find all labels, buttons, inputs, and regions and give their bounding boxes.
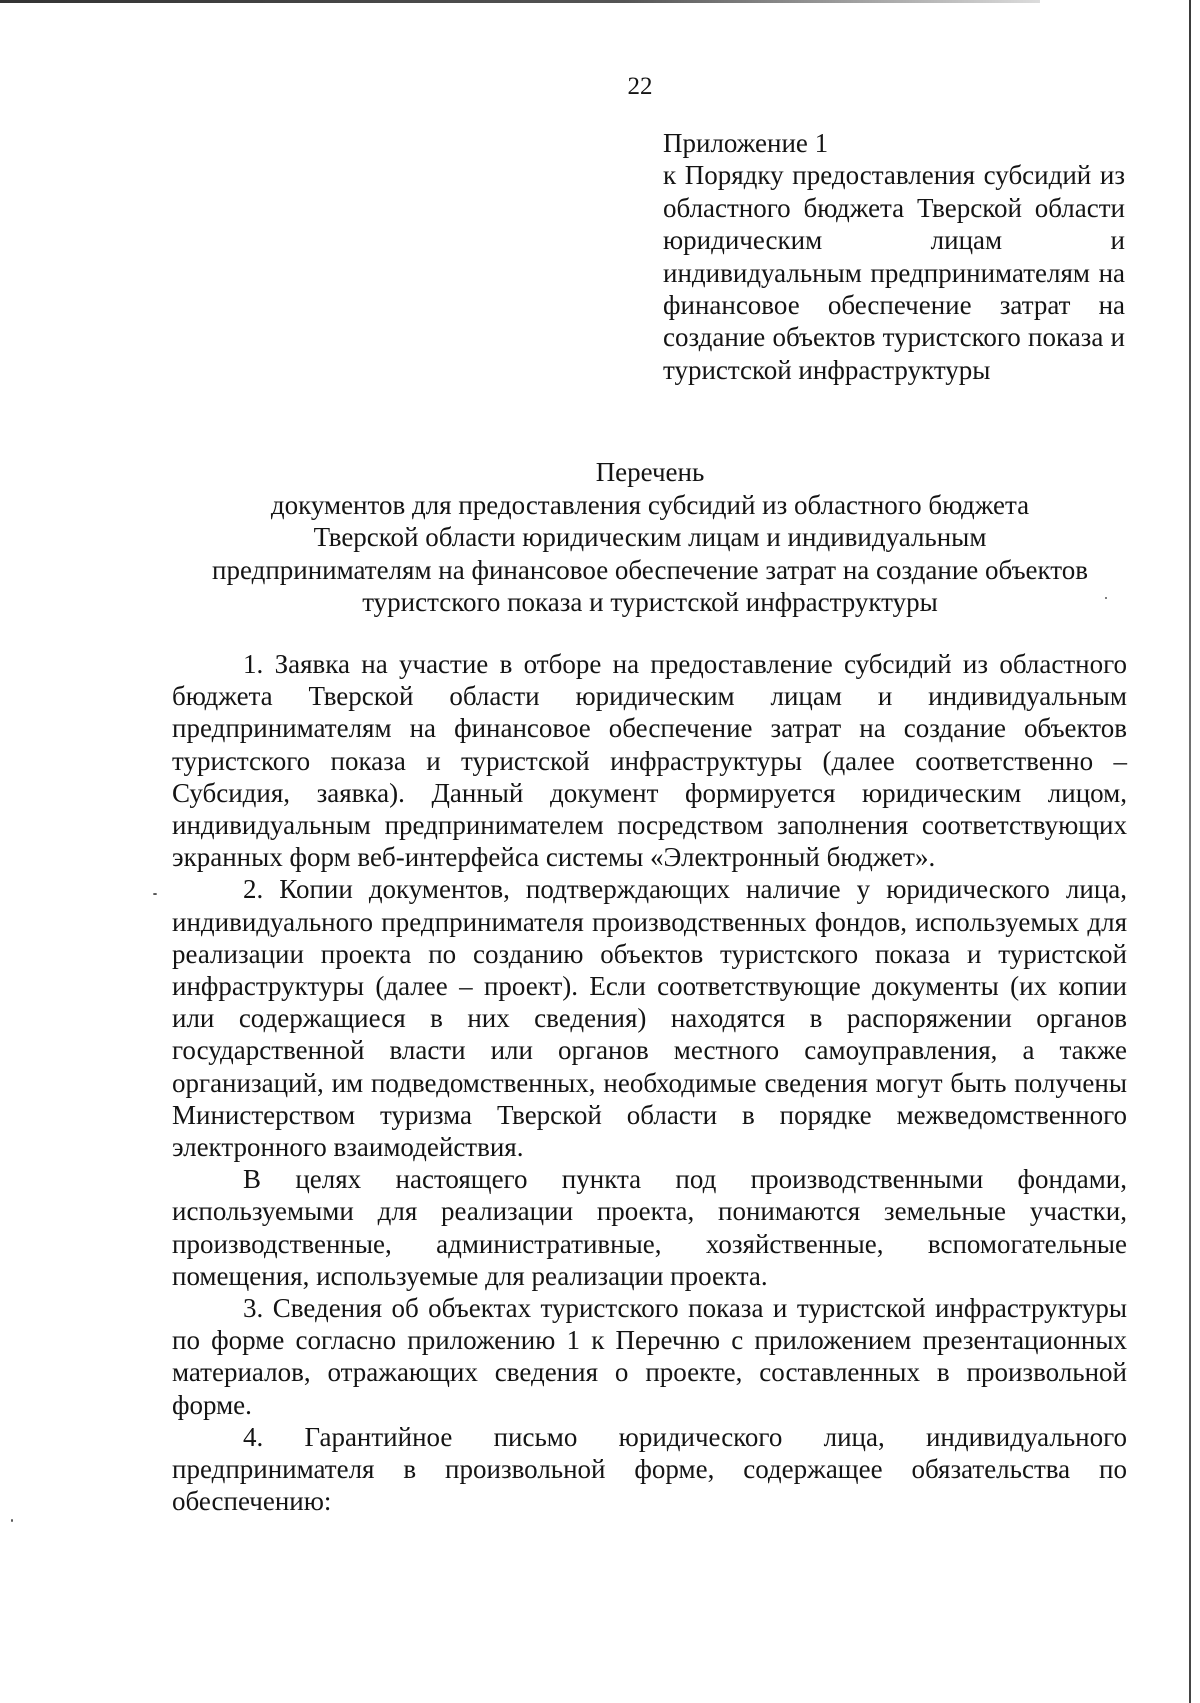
scan-right-edge [1189, 0, 1191, 1703]
list-subtitle-line: туристского показа и туристской инфраструктуры [362, 587, 938, 617]
paragraph-item-1: 1. Заявка на участие в отборе на предоставление субсидий из областного бюджета Тверской области юридическим лицам и индивидуальным предпринимателям на финансовое обеспечение затрат на создание объектов туристского показа и туристской инфраструктуры (далее соответственно – Субсидия, заявка). Данный документ формируется юридическим лицом, индивидуальным предпринимателем посредством заполнения соответствующих экранных форм веб-интерфейса системы «Электронный бюджет». [172, 649, 1127, 873]
scan-speck [153, 893, 157, 895]
list-subtitle-line: Тверской области юридическим лицам и индивидуальным [313, 522, 987, 552]
scan-top-edge [0, 0, 1040, 3]
document-body [172, 648, 1127, 1517]
appendix-block [663, 127, 1125, 386]
list-subtitle-line: документов для предоставления субсидий из областного бюджета [270, 489, 1030, 520]
appendix-title: Приложение 1 [663, 128, 829, 158]
paragraph-item-2: 2. Копии документов, подтверждающих наличие у юридического лица, индивидуального предпринимателя производственных фондов, используемых для реализации проекта по созданию объектов туристского показа и туристской инфраструктуры (далее – проект). Если соответствующие документы (их копии или содержащиеся в них сведения) находятся в распоряжении органов государственной власти или органов местного самоуправления, а также организаций, им подведомственных, необходимые сведения могут быть получены Министерством туризма Тверской области в порядке межведомственного электронного взаимодействия. [172, 874, 1127, 1163]
document-list-title [160, 456, 1140, 619]
page-number: 22 [627, 73, 653, 100]
paragraph-item-2-note: В целях настоящего пункта под производственными фондами, используемыми для реализации проекта, понимаются земельные участки, производственные, административные, хозяйственные, вспомогательные помещения, используемые для реализации проекта. [172, 1164, 1127, 1291]
list-subtitle-line: предпринимателям на финансовое обеспечение затрат на создание объектов [212, 554, 1088, 585]
scan-speck [11, 1519, 13, 1522]
appendix-body: к Порядку предоставления субсидий из областного бюджета Тверской области юридическим лицам и индивидуальным предпринимателям на финансовое обеспечение затрат на создание объектов туристского показа и туристской инфраструктуры [663, 160, 1125, 385]
list-heading: Перечень [595, 457, 705, 487]
paragraph-item-4: 4. Гарантийное письмо юридического лица, индивидуального предпринимателя в произвольной форме, содержащее обязательства по обеспечению: [172, 1421, 1127, 1517]
paragraph-item-3: 3. Сведения об объектах туристского показа и туристской инфраструктуры по форме согласно приложению 1 к Перечню с приложением презентационных материалов, отражающих сведения о проекте, составленных в произвольной форме. [172, 1293, 1127, 1420]
